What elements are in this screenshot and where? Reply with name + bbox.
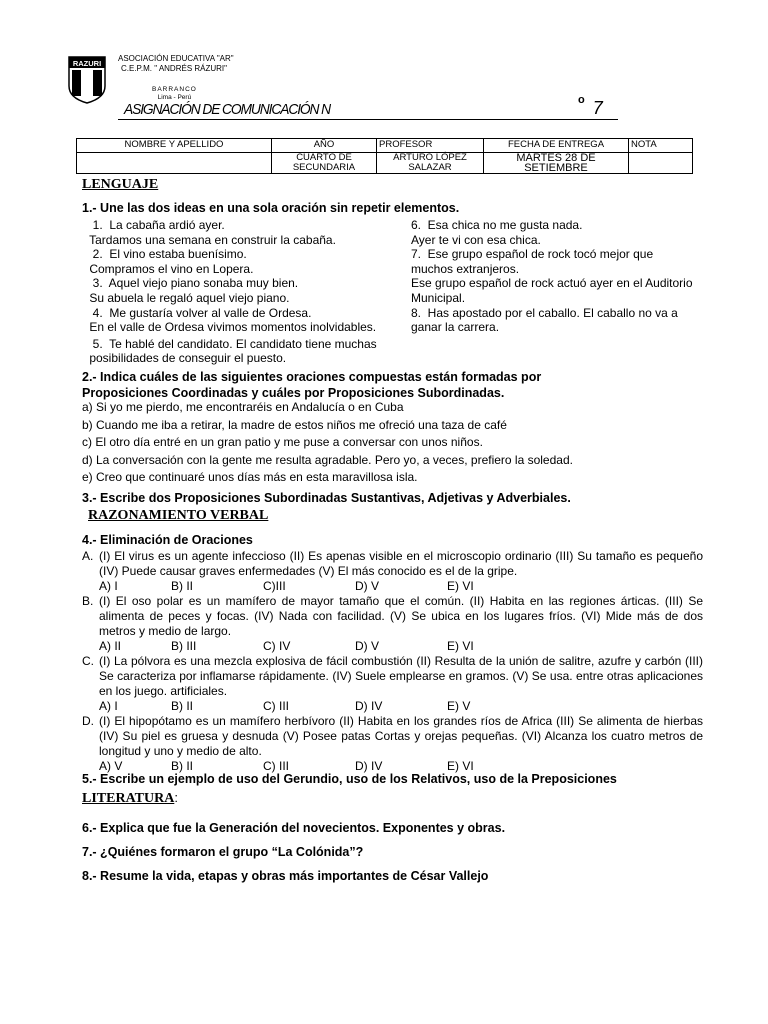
header-teacher: PROFESOR	[377, 139, 484, 153]
question-3: 3.- Escribe dos Proposiciones Subordinadas Sustantivas, Adjetivas y Adverbiales.	[82, 491, 571, 505]
literatura-heading-suffix: :	[174, 790, 178, 805]
list-item: 2. El vino estaba buenísimo.	[86, 247, 247, 262]
list-item: d) La conversación con la gente me resulta agradable. Pero yo, a veces, prefiero la soledad.	[82, 452, 573, 467]
section-heading-literatura	[82, 789, 178, 807]
list-item: 5. Te hablé del candidato. El candidato tiene muchas	[86, 336, 377, 351]
answer-option[interactable]: A) I	[99, 699, 118, 713]
question-5: 5.- Escribe un ejemplo de uso del Gerundio, uso de los Relativos, uso de la Preposiciones	[82, 772, 617, 786]
place-line-2: Lima - Perú	[157, 93, 192, 101]
question-1: 1.- Une las dos ideas en una sola oración sin repetir elementos.	[82, 201, 460, 215]
number-value: 7	[592, 98, 603, 118]
header-due-date: FECHA DE ENTREGA	[484, 139, 629, 153]
sentence-elimination-exercises	[82, 549, 703, 774]
header-year: AÑO	[272, 139, 377, 153]
list-item: e) Creo que continuaré unos días más en esta maravillosa isla.	[82, 470, 418, 484]
exercise-item-b	[82, 594, 703, 654]
answer-option[interactable]: D) IV	[355, 699, 383, 713]
list-item: 7. Ese grupo español de rock tocó mejor que	[411, 247, 654, 262]
question-6: 6.- Explica que fue la Generación del novecientos. Exponentes y obras.	[82, 821, 506, 835]
answer-option[interactable]: E) VI	[447, 759, 474, 773]
item-text: (I) La pólvora es una mezcla explosiva de fácil combustión (II) Resulta de la unión de salitre, azufre y carbón (III) Se caracteriza por inflamarse rápidamente. (IV) Suele emplearse en gramos. (V) Se usa. entre otras aplicaciones en los juego. artificiales.	[99, 654, 703, 698]
logo-text: RAZURI	[72, 59, 102, 68]
value-teacher: ARTURO LÓPEZ SALAZAR	[377, 153, 484, 174]
answer-options	[99, 579, 703, 594]
section-heading-lenguaje: LENGUAJE	[82, 177, 159, 192]
exercise-item-c	[82, 654, 703, 714]
item-letter: A.	[82, 549, 94, 563]
list-item: Municipal.	[411, 290, 466, 305]
assignment-number	[578, 94, 603, 119]
answer-option[interactable]: A) V	[99, 759, 123, 773]
list-item: a) Si yo me pierdo, me encontraréis en Andalucía o en Cuba	[82, 400, 404, 414]
answer-option[interactable]: C)III	[263, 579, 286, 593]
literatura-heading-text: LITERATURA	[82, 791, 175, 806]
header-name: NOMBRE Y APELLIDO	[77, 139, 272, 153]
list-item: 3. Aquel viejo piano sonaba muy bien.	[86, 276, 299, 291]
answer-options	[99, 639, 703, 654]
title-underline	[118, 119, 618, 120]
list-item: c) El otro día entré en un gran patio y me puse a conversar con unos niños.	[82, 435, 483, 449]
answer-option[interactable]: C) IV	[263, 639, 291, 653]
question-2-items	[82, 399, 573, 487]
item-letter: B.	[82, 594, 94, 608]
list-item: 4. Me gustaría volver al valle de Ordesa.	[86, 305, 312, 320]
question-8: 8.- Resume la vida, etapas y obras más importantes de César Vallejo	[82, 869, 489, 883]
list-item: b) Cuando me iba a retirar, la madre de estos niños me ofreció una taza de café	[82, 417, 507, 432]
list-item: Ayer te vi con esa chica.	[411, 232, 541, 247]
answer-option[interactable]: B) II	[171, 579, 194, 593]
list-item: 6. Esa chica no me gusta nada.	[411, 218, 583, 232]
question-2-line-2: Proposiciones Coordinadas y cuáles por Proposiciones Subordinadas.	[82, 386, 505, 400]
list-item: posibilidades de conseguir el puesto.	[86, 351, 287, 366]
list-item: 8. Has apostado por el caballo. El caballo no va a	[411, 305, 678, 320]
list-item: Compramos el vino en Lopera.	[86, 261, 254, 276]
location	[152, 86, 197, 101]
exercise-1-left-column	[86, 218, 377, 366]
item-text: (I) El hipopótamo es un mamífero herbívoro (II) Habita en los grandes ríos de Africa (III) Se alimenta de hierbas (IV) Su piel es gruesa y desnuda (V) Posee patas Cortas y orejas pequeñas. (VI) Alcanza los cuatro metros de longitud y uno y medio de alto.	[99, 714, 703, 758]
item-text: (I) El virus es un agente infeccioso (II) Es apenas visible en el microscopio ordinario (III) Su tamaño es pequeño (IV) Puede causar graves enfermedades (V) El más conocido es el de la gripe.	[99, 549, 703, 578]
page-title: ASIGNACIÓN DE COMUNICACIÓN N	[124, 101, 331, 118]
school-logo	[68, 56, 106, 104]
list-item: Su abuela le regaló aquel viejo piano.	[86, 290, 290, 305]
answer-option[interactable]: D) V	[355, 579, 379, 593]
answer-option[interactable]: E) VI	[447, 579, 474, 593]
exercise-1-right-column	[411, 218, 693, 335]
answer-option[interactable]: C) III	[263, 759, 289, 773]
question-2-line-1: 2.- Indica cuáles de las siguientes oraciones compuestas están formadas por	[82, 370, 542, 384]
item-letter: C.	[82, 654, 94, 668]
answer-option[interactable]: B) II	[171, 699, 194, 713]
answer-option[interactable]: B) II	[171, 759, 194, 773]
question-4: 4.- Eliminación de Oraciones	[82, 533, 253, 547]
list-item: muchos extranjeros.	[411, 261, 520, 276]
org-line-2: C.E.P.M. " ANDRÉS RÁZURI"	[121, 63, 227, 73]
question-2	[82, 369, 541, 401]
list-item: Ese grupo español de rock actuó ayer en el Auditorio	[411, 276, 693, 291]
answer-option[interactable]: E) VI	[447, 639, 474, 653]
number-superscript: o	[578, 94, 585, 106]
exercise-item-a	[82, 549, 703, 594]
answer-options	[99, 699, 703, 714]
question-7: 7.- ¿Quiénes formaron el grupo “La Colónida”?	[82, 845, 364, 859]
header-grade: NOTA	[629, 139, 693, 153]
organization-name	[118, 54, 234, 73]
answer-option[interactable]: D) V	[355, 639, 379, 653]
item-letter: D.	[82, 714, 94, 728]
answer-option[interactable]: B) III	[171, 639, 197, 653]
list-item: Tardamos una semana en construir la cabaña.	[86, 232, 336, 247]
value-year: CUARTO DE SECUNDARIA	[272, 153, 377, 174]
answer-option[interactable]: A) I	[99, 579, 118, 593]
value-grade[interactable]	[629, 153, 693, 174]
answer-option[interactable]: E) V	[447, 699, 471, 713]
list-item: En el valle de Ordesa vivimos momentos inolvidables.	[86, 320, 377, 335]
list-item: ganar la carrera.	[411, 320, 500, 335]
exercise-item-d	[82, 714, 703, 774]
value-name[interactable]	[77, 153, 272, 174]
answer-option[interactable]: C) III	[263, 699, 289, 713]
place-line-1: BARRANCO	[152, 86, 197, 93]
answer-option[interactable]: D) IV	[355, 759, 383, 773]
item-text: (I) El oso polar es un mamífero de mayor tamaño que el común. (II) Habita en las regiones árticas. (III) Se alimenta de peces y focas. (IV) Nada con facilidad. (V) Se ubica en los lugares fríos. (VI) Mide más de dos metros y medio de largo.	[99, 594, 703, 638]
answer-option[interactable]: A) II	[99, 639, 122, 653]
section-heading-razonamiento-verbal: RAZONAMIENTO VERBAL	[88, 508, 269, 523]
value-due-date: MARTES 28 DE SETIEMBRE	[484, 153, 629, 174]
student-info-table	[76, 138, 693, 174]
org-line-1: ASOCIACIÓN EDUCATIVA "AR"	[118, 54, 234, 63]
list-item: 1. La cabaña ardió ayer.	[86, 218, 225, 232]
